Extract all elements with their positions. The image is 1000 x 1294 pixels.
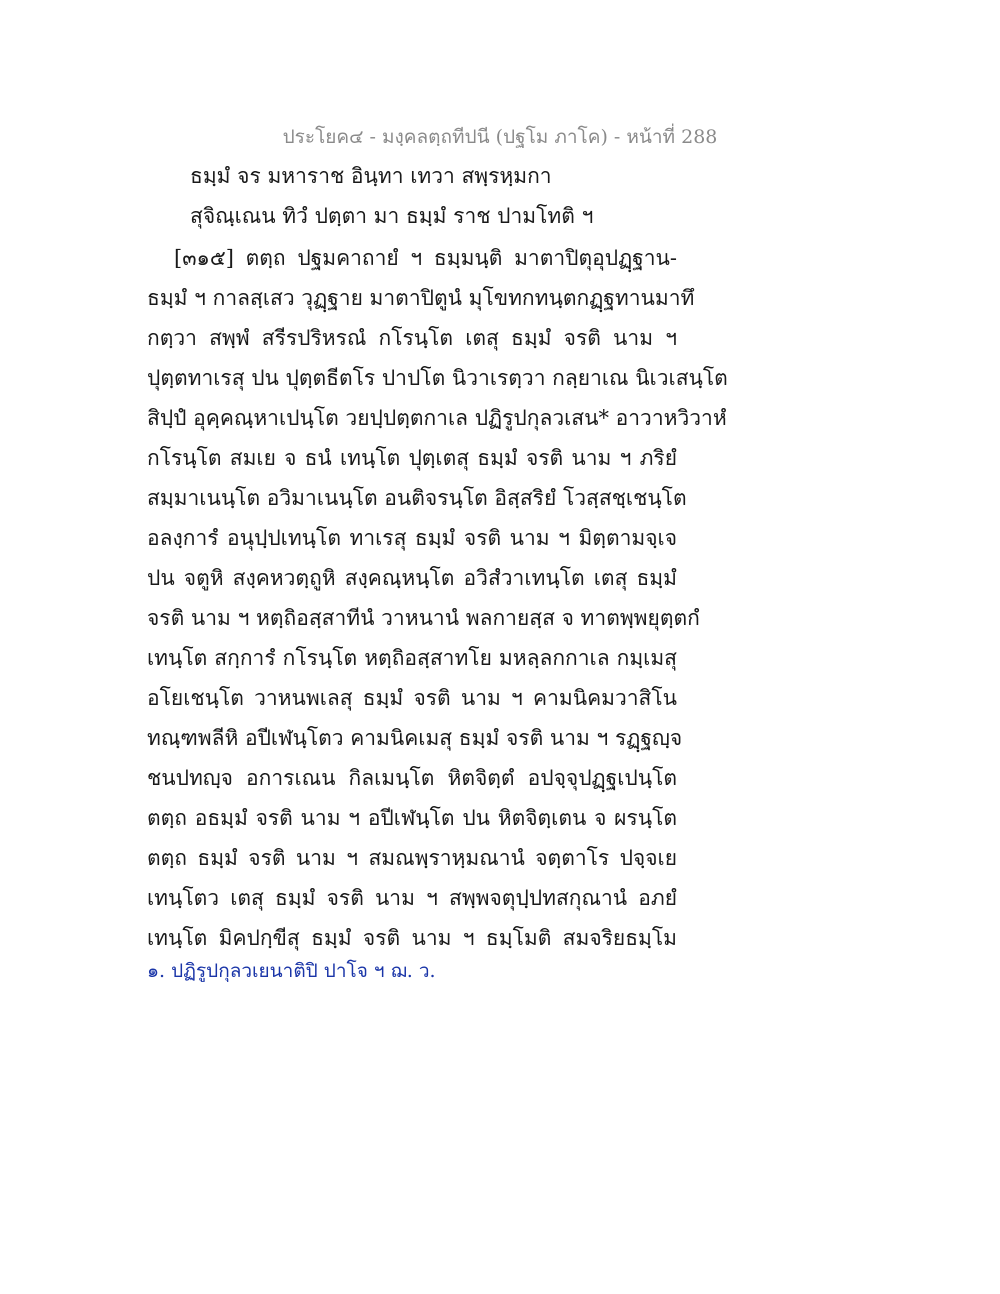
body-line: อลงฺการํ อนุปฺปเทนฺโต ทาเรสุ ธมฺมํ จรติ นาม ฯ มิตฺตามจฺเจ bbox=[147, 526, 677, 550]
body-line: กตฺวา สพฺพํ สรีรปริหรณํ กโรนฺโต เตสุ ธมฺมํ จรติ นาม ฯ bbox=[147, 326, 677, 350]
body-line: ตตฺถ อธมฺมํ จรติ นาม ฯ อปีเฬนฺโต ปน หิตจิตฺเตน จ ผรนฺโต bbox=[147, 806, 677, 830]
body-line: ปุตฺตทาเรสุ ปน ปุตฺตธีตโร ปาปโต นิวาเรตฺวา กลฺยาเณ นิเวเสนฺโต bbox=[147, 366, 728, 390]
verse-line: สุจิณฺเณน ทิวํ ปตฺตา มา ธมฺมํ ราช ปามโทติ ฯ bbox=[190, 204, 594, 228]
body-line: กโรนฺโต สมเย จ ธนํ เทนฺโต ปุตฺเตสุ ธมฺมํ จรติ นาม ฯ ภริยํ bbox=[147, 446, 677, 470]
body-line: สมฺมาเนนฺโต อวิมาเนนฺโต อนติจรนฺโต อิสฺสริยํ โวสฺสชฺเชนฺโต bbox=[147, 486, 687, 510]
body-line: ชนปทญฺจ อการเณน กิลเมนฺโต หิตจิตฺตํ อปจฺจุปฏฺฐเปนฺโต bbox=[147, 766, 677, 790]
body-line: ตตฺถ ธมฺมํ จรติ นาม ฯ สมณพฺราหฺมณานํ จตฺตาโร ปจฺจเย bbox=[147, 846, 677, 870]
page-header-title: ประโยค๔ - มงฺคลตฺถทีปนี (ปฐโม ภาโค) - หน้าที่ 288 bbox=[282, 126, 718, 148]
body-line: เทนฺโต สกฺการํ กโรนฺโต หตฺถิอสฺสาทโย มหลฺลกกาเล กมฺเมสุ bbox=[147, 646, 677, 670]
body-line: อโยเชนฺโต วาหนพเลสุ ธมฺมํ จรติ นาม ฯ คามนิคมวาสิโน bbox=[147, 686, 677, 710]
body-line: เทนฺโตว เตสุ ธมฺมํ จรติ นาม ฯ สพฺพจตุปฺปทสกุณานํ อภยํ bbox=[147, 886, 677, 910]
body-paragraph bbox=[147, 238, 728, 958]
body-line: จรติ นาม ฯ หตฺถิอสฺสาทีนํ วาหนานํ พลกายสฺส จ ทาตพฺพยุตฺตกํ bbox=[147, 606, 700, 630]
page-header bbox=[0, 122, 1000, 152]
body-line: [๓๑๕] ตตฺถ ปฐมคาถายํ ฯ ธมฺมนฺติ มาตาปิตุอุปฏฺฐาน- bbox=[174, 246, 677, 270]
body-line: สิปฺปํ อุคฺคณฺหาเปนฺโต วยปฺปตฺตกาเล ปฏิรูปกุลวเสน* อาวาหวิวาหํ bbox=[147, 406, 727, 430]
body-line: ทณฺฑพลีหิ อปีเฬนฺโตว คามนิคเมสุ ธมฺมํ จรติ นาม ฯ รฏฺฐญฺจ bbox=[147, 726, 683, 750]
body-line: ธมฺมํ ฯ กาลสฺเสว วุฏฺฐาย มาตาปิตูนํ มุโขทกทนฺตกฏฺฐทานมาทึ bbox=[147, 286, 695, 310]
footnote: ๑. ปฏิรูปกุลวเยนาติปิ ปาโจ ฯ ฌ. ว. bbox=[147, 960, 436, 982]
body-line: ปน จตูหิ สงฺคหวตฺถูหิ สงฺคณฺหนฺโต อวิสํวาเทนฺโต เตสุ ธมฺมํ bbox=[147, 566, 677, 590]
body-line: เทนฺโต มิคปกฺขีสุ ธมฺมํ จรติ นาม ฯ ธมฺโมติ สมจริยธมฺโม bbox=[147, 926, 677, 950]
verse-line: ธมฺมํ จร มหาราช อินฺทา เทวา สพฺรหฺมกา bbox=[190, 164, 552, 188]
